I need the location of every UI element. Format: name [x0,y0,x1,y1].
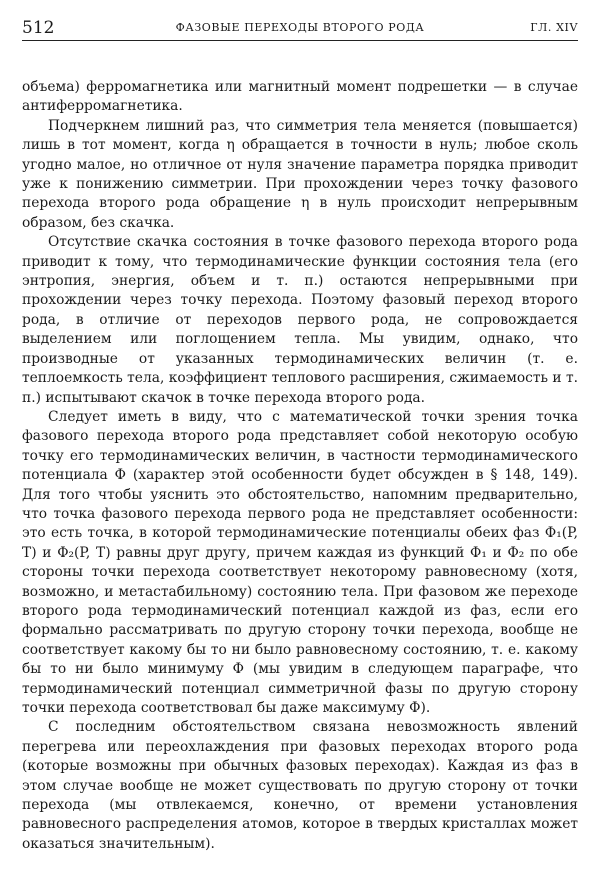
chapter-label: ГЛ. XIV [530,21,578,34]
book-page [22,14,578,878]
page-number: 512 [22,18,55,38]
paragraph: Подчеркнем лишний раз, что симметрия тела меняется (повышается) лишь в тот момент, когда η обращается в точности в нуль; любое сколь угодно малое, но отличное от нуля значение параметра порядка приводит уже к понижению симметрии. При прохождении через точку фазового перехода второго рода обращение η в нуль происходит непрерывным образом, без скачка. [22,117,578,231]
running-title: ФАЗОВЫЕ ПЕРЕХОДЫ ВТОРОГО РОДА [175,21,425,34]
page-header [22,14,578,41]
paragraph-continued: объема) ферромагнетика или магнитный момент подрешетки — в случае антиферромагнетика. [22,79,578,115]
paragraph: С последним обстоятельством связана невозможность явлений перегрева или переохлаждения при фазовых переходах второго рода (которые возможны при обычных фазовых переходах). Каждая из фаз в этом случае вообще не может существовать по другую сторону от точки перехода (мы отвлекаемся, конечно, от времени установления равновесного распределения атомов, которое в твердых кристаллах может оказаться значительным). [22,719,578,852]
body-text [22,78,578,854]
paragraph: Отсутствие скачка состояния в точке фазового перехода второго рода приводит к тому, что термодинамические функции состояния тела (его энтропия, энергия, объем и т. п.) остаются непрерывными при прохождении через точку перехода. Поэтому фазовый переход второго рода, в отличие от переходов первого рода, не сопровождается выделением или поглощением тепла. Мы увидим, однако, что производные от указанных термодинамических величин (т. е. теплоемкость тела, коэффициент теплового расширения, сжимаемость и т. п.) испытывают скачок в точке перехода второго рода. [22,234,578,406]
paragraph: Следует иметь в виду, что с математической точки зрения точка фазового перехода второго рода представляет собой некоторую особую точку его термодинамических величин, в частности термодинамического потенциала Φ (характер этой особенности будет обсужден в § 148, 149). Для того чтобы уяснить это обстоятельство, напомним предварительно, что точка фазового перехода первого рода не представляет особенности: это есть точка, в которой термодинамические потенциалы обеих фаз Φ₁(P, T) и Φ₂(P, T) равны друг другу, причем каждая из функций Φ₁ и Φ₂ по обе стороны точки перехода соответствует некоторому равновесному (хотя, возможно, и метастабильному) состоянию тела. При фазовом же переходе второго рода термодинамический потенциал каждой из фаз, если его формально рассматривать по другую сторону точки перехода, вообще не соответствует какому бы то ни было равновесному состоянию, т. е. какому бы то ни было минимуму Φ (мы увидим в следующем параграфе, что термодинамический потенциал симметричной фазы по другую сторону точки перехода соответствовал бы даже максимуму Φ). [22,408,578,716]
